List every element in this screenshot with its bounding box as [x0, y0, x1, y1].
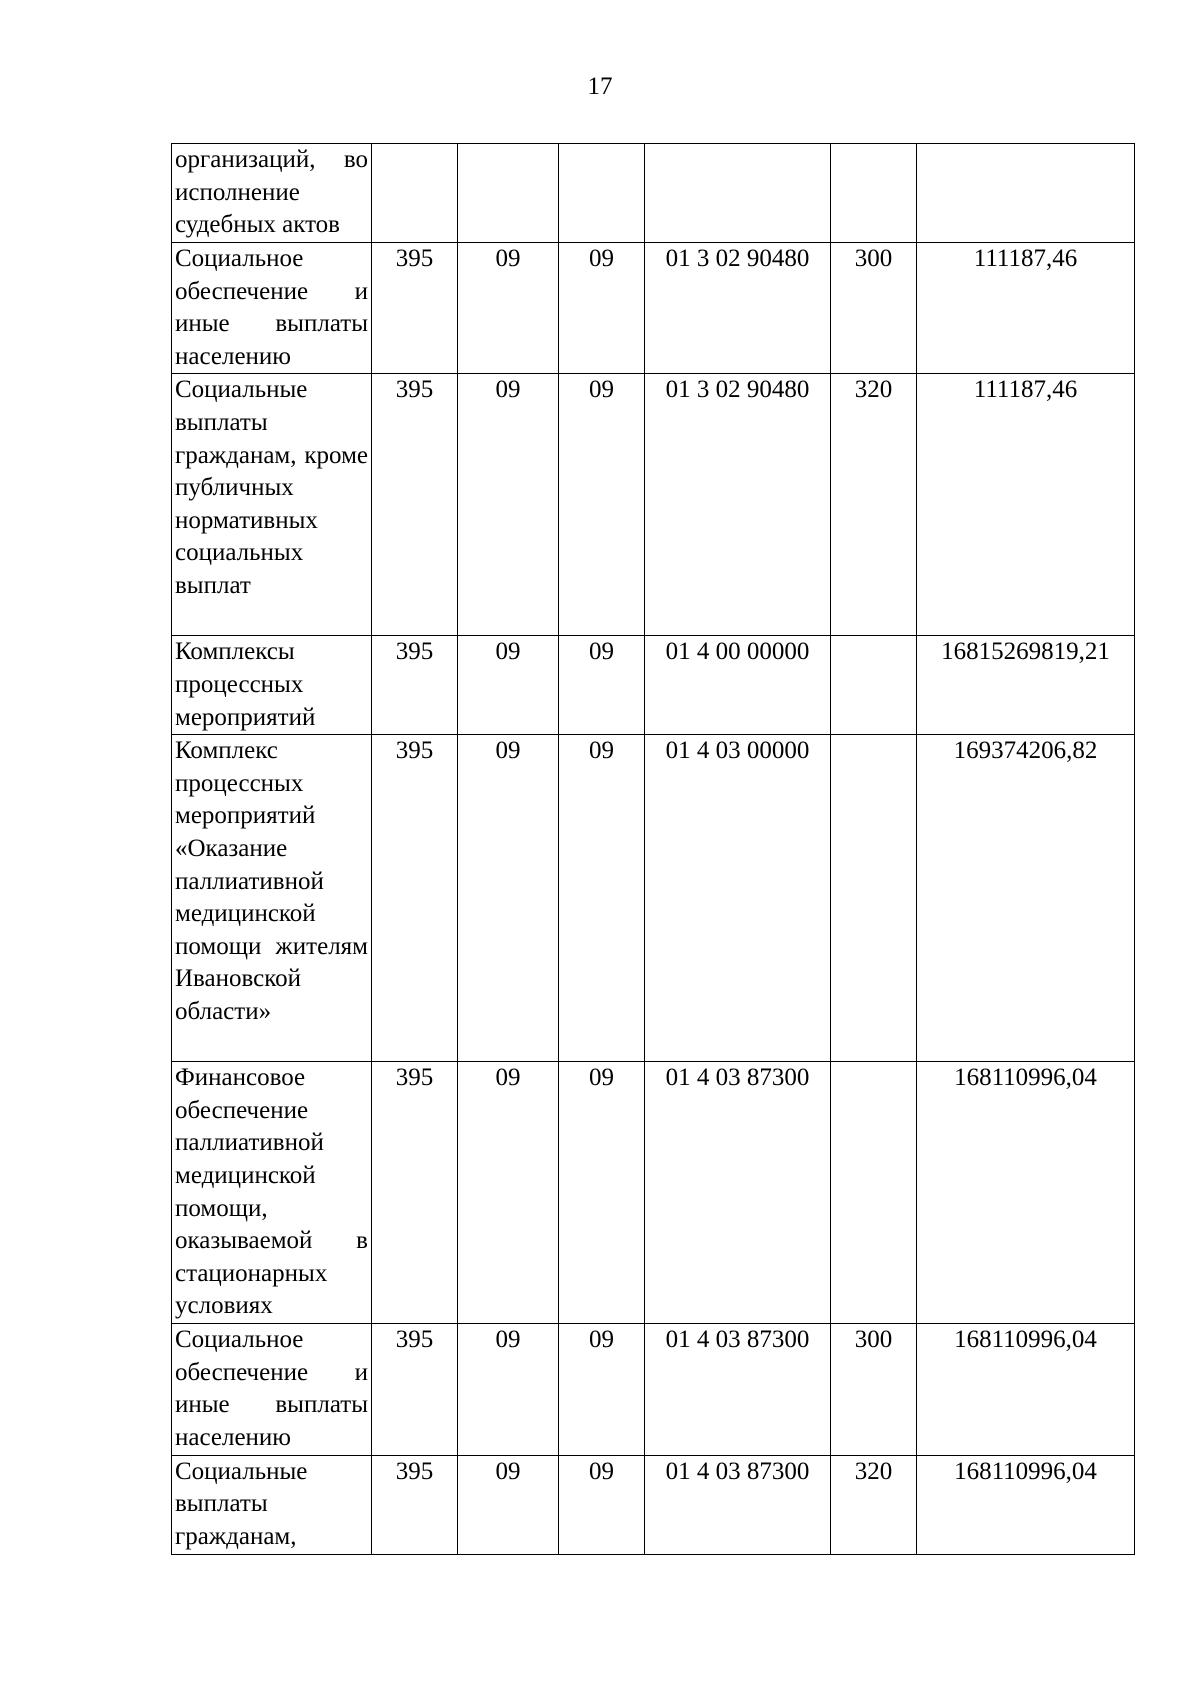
amount-cell: 111187,46	[917, 374, 1135, 636]
admin-code-cell: 395	[372, 1062, 458, 1324]
admin-code-cell: 395	[372, 735, 458, 1062]
target-code-cell: 01 4 03 87300	[645, 1324, 831, 1455]
section-code-cell: 09	[458, 1324, 559, 1455]
table-row	[172, 636, 1135, 735]
section-code-cell: 09	[458, 1455, 559, 1554]
table-row	[172, 1062, 1135, 1324]
target-code-cell: 01 3 02 90480	[645, 374, 831, 636]
table-row	[172, 243, 1135, 374]
row-name-cell: Социальные выплаты гражданам, кроме публичных нормативных социальных выплат	[172, 374, 372, 636]
expense-type-cell: 320	[831, 1455, 917, 1554]
section-code-cell: 09	[458, 1062, 559, 1324]
expense-type-cell	[831, 636, 917, 735]
subsection-code-cell: 09	[559, 636, 645, 735]
row-name-cell: Социальное обеспечение и иные выплаты населению	[172, 243, 372, 374]
row-name-cell: организаций, во исполнение судебных актов	[172, 144, 372, 243]
section-code-cell: 09	[458, 374, 559, 636]
row-name-cell: Комплекс процессных мероприятий «Оказание паллиативной медицинской помощи жителям Ивановской области»	[172, 735, 372, 1062]
amount-cell: 168110996,04	[917, 1062, 1135, 1324]
expense-type-cell	[831, 735, 917, 1062]
expense-type-cell	[831, 144, 917, 243]
section-code-cell: 09	[458, 735, 559, 1062]
section-code-cell: 09	[458, 243, 559, 374]
table-row	[172, 1324, 1135, 1455]
budget-table	[171, 143, 1135, 1555]
admin-code-cell: 395	[372, 243, 458, 374]
table-row	[172, 374, 1135, 636]
row-name-cell: Социальные выплаты гражданам,	[172, 1455, 372, 1554]
amount-cell: 169374206,82	[917, 735, 1135, 1062]
expense-type-cell: 300	[831, 243, 917, 374]
amount-cell: 168110996,04	[917, 1324, 1135, 1455]
target-code-cell: 01 4 03 87300	[645, 1455, 831, 1554]
page-number: 17	[587, 73, 613, 100]
subsection-code-cell	[559, 144, 645, 243]
subsection-code-cell: 09	[559, 243, 645, 374]
subsection-code-cell: 09	[559, 1455, 645, 1554]
admin-code-cell: 395	[372, 374, 458, 636]
amount-cell	[917, 144, 1135, 243]
row-name-cell: Финансовое обеспечение паллиативной медицинской помощи, оказываемой в стационарных условиях	[172, 1062, 372, 1324]
expense-type-cell: 320	[831, 374, 917, 636]
expense-type-cell	[831, 1062, 917, 1324]
target-code-cell: 01 3 02 90480	[645, 243, 831, 374]
row-name-cell: Социальное обеспечение и иные выплаты населению	[172, 1324, 372, 1455]
table-row	[172, 1455, 1135, 1554]
admin-code-cell: 395	[372, 1455, 458, 1554]
subsection-code-cell: 09	[559, 374, 645, 636]
table-row	[172, 735, 1135, 1062]
admin-code-cell	[372, 144, 458, 243]
subsection-code-cell: 09	[559, 735, 645, 1062]
target-code-cell: 01 4 03 00000	[645, 735, 831, 1062]
target-code-cell	[645, 144, 831, 243]
target-code-cell: 01 4 00 00000	[645, 636, 831, 735]
row-name-cell: Комплексы процессных мероприятий	[172, 636, 372, 735]
amount-cell: 111187,46	[917, 243, 1135, 374]
amount-cell: 168110996,04	[917, 1455, 1135, 1554]
amount-cell: 16815269819,21	[917, 636, 1135, 735]
expense-type-cell: 300	[831, 1324, 917, 1455]
target-code-cell: 01 4 03 87300	[645, 1062, 831, 1324]
subsection-code-cell: 09	[559, 1062, 645, 1324]
admin-code-cell: 395	[372, 1324, 458, 1455]
section-code-cell	[458, 144, 559, 243]
table-row	[172, 144, 1135, 243]
subsection-code-cell: 09	[559, 1324, 645, 1455]
admin-code-cell: 395	[372, 636, 458, 735]
section-code-cell: 09	[458, 636, 559, 735]
